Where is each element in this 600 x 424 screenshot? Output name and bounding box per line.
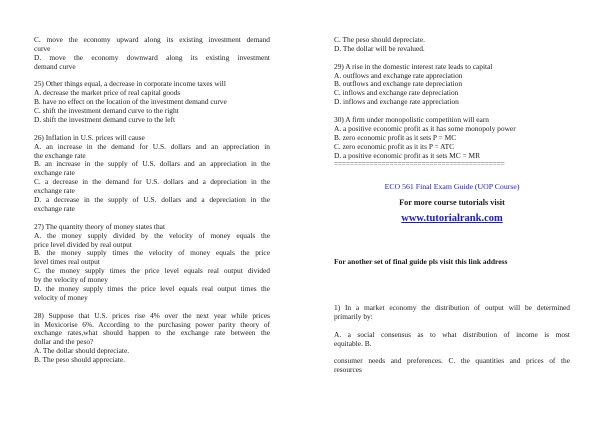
answer-option: A. outflows and exchange rate appreciation <box>334 70 463 80</box>
answer-option: A. decrease the market price of real capital goods <box>34 88 181 98</box>
question-stem: 27) The quantity theory of money states that <box>34 221 166 231</box>
right-column <box>334 36 570 375</box>
answer-option: A. The dollar should depreciate. <box>34 346 130 356</box>
answer-option: D. the money supply times the price level equals real output times the <box>34 284 270 294</box>
text-line: dollar and the peso? <box>34 337 94 347</box>
more-tutorials-text: For more course tutorials visit <box>399 198 505 208</box>
answer-option: B. zero economic profit as it sets P = MC <box>334 132 457 142</box>
question-stem: 28) Suppose that U.S. prices rise 4% over the next year while prices <box>34 310 270 320</box>
guide-title: ECO 561 Final Exam Guide (UOP Course) <box>384 182 520 192</box>
separator-line: =========================================== <box>334 160 505 169</box>
text-line: the exchange rate <box>34 150 86 160</box>
question-stem: 1) In a market economy the distribution of output will be determined <box>334 303 570 312</box>
answer-option: C. inflows and exchange rate depreciation <box>334 88 459 98</box>
question-28-continuation <box>334 36 570 54</box>
question-26 <box>34 134 270 214</box>
text-line: by the velocity of money <box>34 275 108 285</box>
answer-option: D. inflows and exchange rate appreciation <box>334 97 459 107</box>
text-line: exchange rate <box>34 168 75 178</box>
answer-option: D. The dollar will be revalued. <box>334 43 425 53</box>
answer-option: D. a decrease in the supply of U.S. dollars and a depreciation in the <box>34 195 270 205</box>
question-stem: 25) Other things equal, a decrease in corporate income taxes will <box>34 79 226 89</box>
question-24-continuation <box>34 36 270 72</box>
text-line: resources <box>334 365 362 375</box>
left-column <box>34 36 270 365</box>
text-line: exchange rate <box>34 186 75 196</box>
text-line: curve <box>34 43 51 53</box>
answer-option: B. outflows and exchange rate depreciation <box>334 79 463 89</box>
answer-option: A. a social consensus as to what distribution of income is most <box>334 329 570 339</box>
text-line: C. move the economy upward along its existing investment demand <box>34 35 270 44</box>
question-27 <box>34 223 270 303</box>
text-line: level times real output <box>34 257 100 267</box>
question-stem: 30) A firm under monopolistic competition will earn <box>334 114 489 124</box>
answer-option: B. an increase in the supply of U.S. dollars and an appreciation in the <box>34 159 270 169</box>
another-set-text: For another set of final guide pls visit this link address <box>334 257 508 267</box>
question-29 <box>334 63 570 108</box>
answer-option: C. zero economic profit as it its P = ATC <box>334 141 455 151</box>
answer-option: D. shift the investment demand curve to the left <box>34 115 175 125</box>
question-stem: 26) Inflation in U.S. prices will cause <box>34 132 145 142</box>
text-line: primarily by: <box>334 311 373 321</box>
answer-option: B. the money supply times the velocity of money equals the price <box>34 248 270 258</box>
answer-option: B. have no effect on the location of the investment demand curve <box>34 97 227 107</box>
answer-option: C. the money supply times the price level equals real output divided <box>34 266 270 276</box>
answer-option: A. the money supply divided by the velocity of money equals the <box>34 230 270 240</box>
website-link[interactable]: www.tutorialrank.com <box>401 213 503 225</box>
answer-option: C. shift the investment demand curve to the right <box>34 106 179 116</box>
question-1 <box>334 304 570 375</box>
text-line: in Mexicorise 6%. According to the purchasing power parity theory of <box>34 319 270 329</box>
answer-option: A. a positive economic profit as it has some monopoly power <box>334 123 516 133</box>
answer-option: C. a decrease in the demand for U.S. dollars and a depreciation in the <box>34 177 270 187</box>
text-line: exchange rate <box>34 204 75 213</box>
answer-option: B. The peso should appreciate. <box>34 355 125 365</box>
text-line: demand curve <box>34 61 76 71</box>
question-25 <box>34 80 270 125</box>
text-line: velocity of money <box>34 292 88 302</box>
question-30 <box>334 116 570 161</box>
question-stem: 29) A rise in the domestic interest rate leads to capital <box>334 61 493 71</box>
answer-option: A. an increase in the demand for U.S. dollars and an appreciation in <box>34 141 270 151</box>
text-line: D. move the economy downward along its existing investment <box>34 52 270 62</box>
answer-option: C. The peso should depreciate. <box>334 35 425 44</box>
text-line: price level divided by real output <box>34 239 132 249</box>
answer-option: D. a positive economic profit as it sets MC = MR <box>334 150 481 160</box>
text-line: exchange rates,what should happen to the exchange rate between the <box>34 328 270 338</box>
question-28 <box>34 312 270 365</box>
answer-option: consumer needs and preferences. C. the quantities and prices of the <box>334 356 570 366</box>
text-line: equitable. B. <box>334 338 372 348</box>
